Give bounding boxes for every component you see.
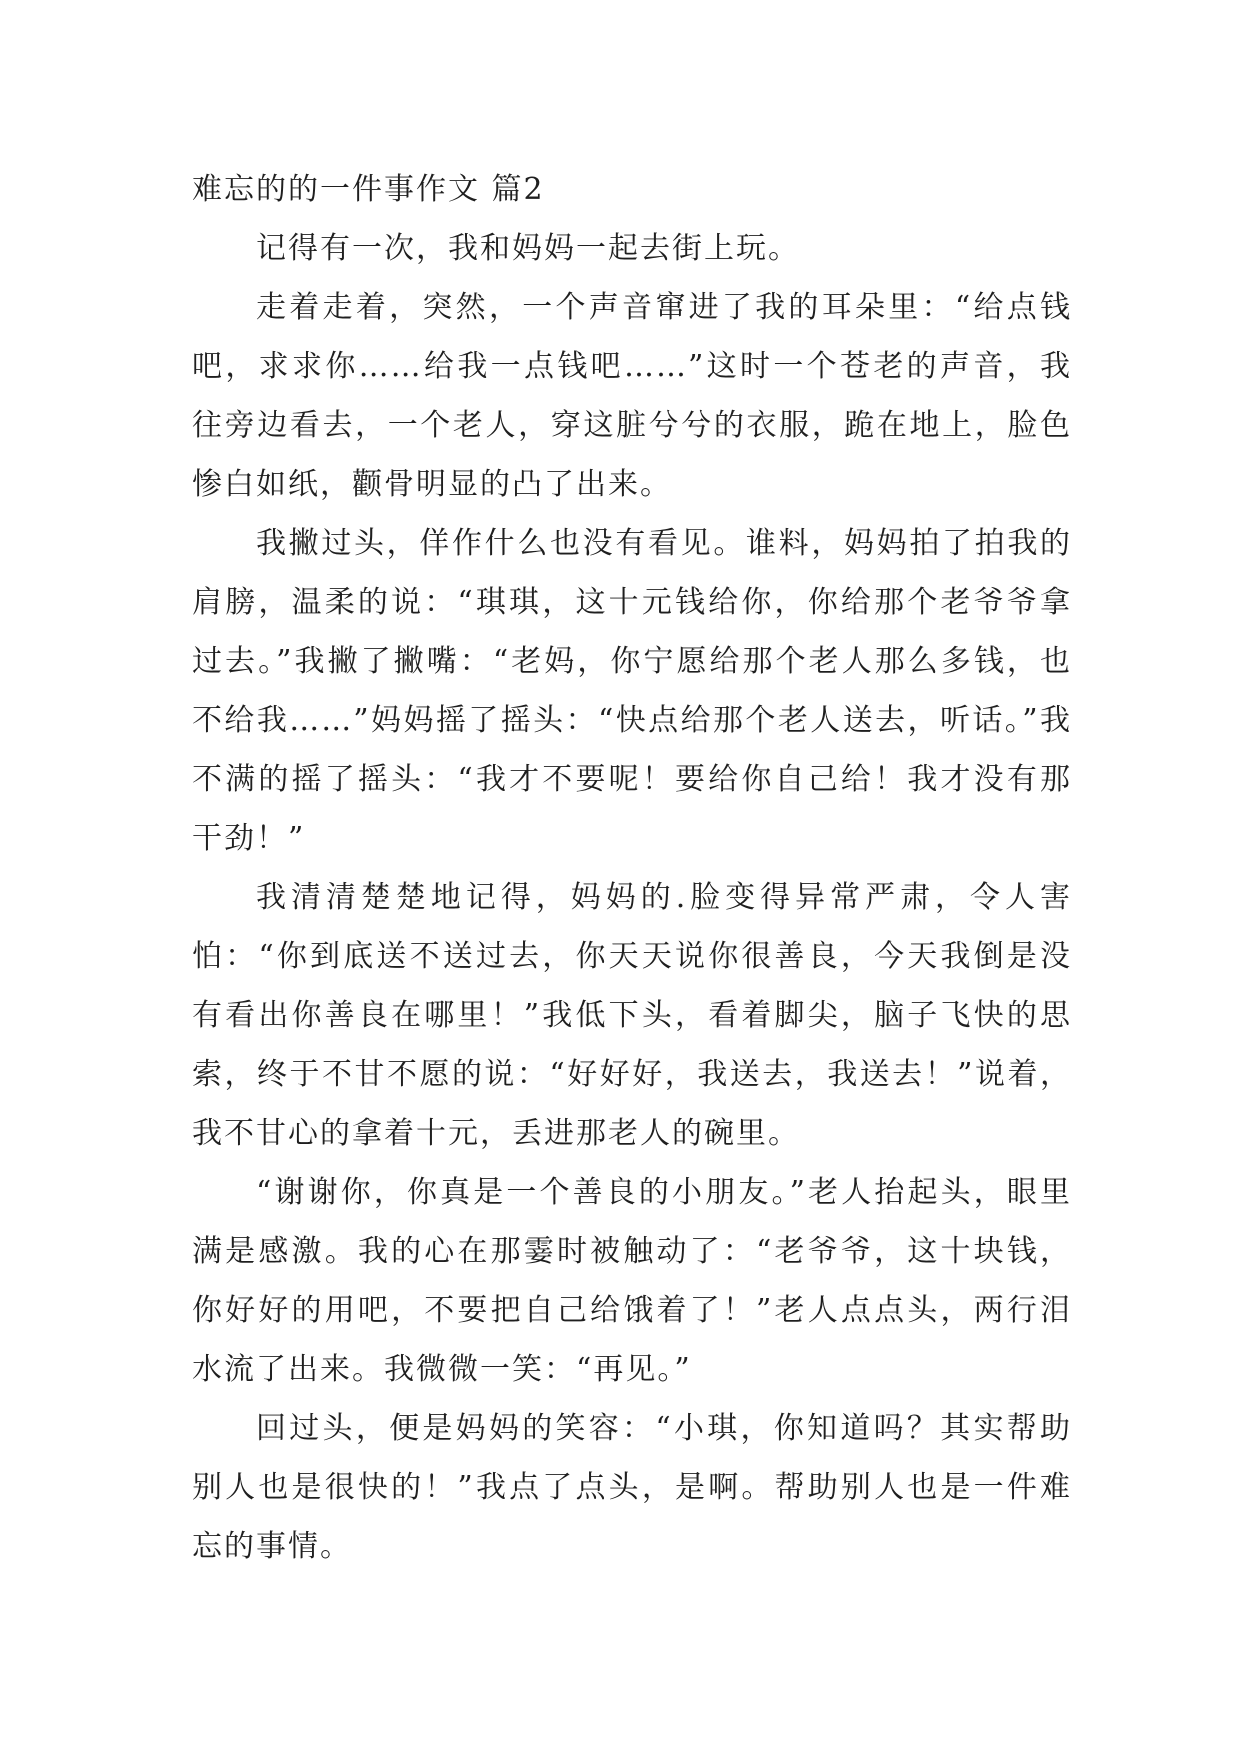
paragraph-2: 走着走着，突然，一个声音窜进了我的耳朵里：“给点钱吧，求求你……给我一点钱吧……”这时一个苍老的声音，我往旁边看去，一个老人，穿这脏兮兮的衣服，跪在地上，脸色惨白如纸，颧骨明显的凸了出来。: [192, 290, 1072, 502]
paragraph-1: 记得有一次，我和妈妈一起去街上玩。: [256, 231, 800, 266]
paragraph-3: 我撇过头，佯作什么也没有看见。谁料，妈妈拍了拍我的肩膀，温柔的说：“琪琪，这十元钱给你，你给那个老爷爷拿过去。”我撇了撇嘴：“老妈，你宁愿给那个老人那么多钱，也不给我……”妈妈摇了摇头：“快点给那个老人送去，听话。”我不满的摇了摇头：“我才不要呢！要给你自己给！我才没有那干劲！”: [192, 526, 1072, 856]
document-body: [192, 160, 1072, 1576]
paragraph-5: “谢谢你，你真是一个善良的小朋友。”老人抬起头，眼里满是感激。我的心在那霎时被触动了：“老爷爷，这十块钱，你好好的用吧，不要把自己给饿着了！”老人点点头，两行泪水流了出来。我微微一笑：“再见。”: [192, 1175, 1072, 1387]
paragraph-6: 回过头，便是妈妈的笑容：“小琪，你知道吗？其实帮助别人也是很快的！”我点了点头，是啊。帮助别人也是一件难忘的事情。: [192, 1411, 1072, 1564]
paragraph-4: 我清清楚楚地记得，妈妈的.脸变得异常严肃，令人害怕：“你到底送不送过去，你天天说你很善良，今天我倒是没有看出你善良在哪里！”我低下头，看着脚尖，脑子飞快的思索，终于不甘不愿的说：“好好好，我送去，我送去！”说着，我不甘心的拿着十元，丢进那老人的碗里。: [192, 880, 1072, 1151]
document-title: 难忘的的一件事作文 篇2: [192, 172, 545, 207]
